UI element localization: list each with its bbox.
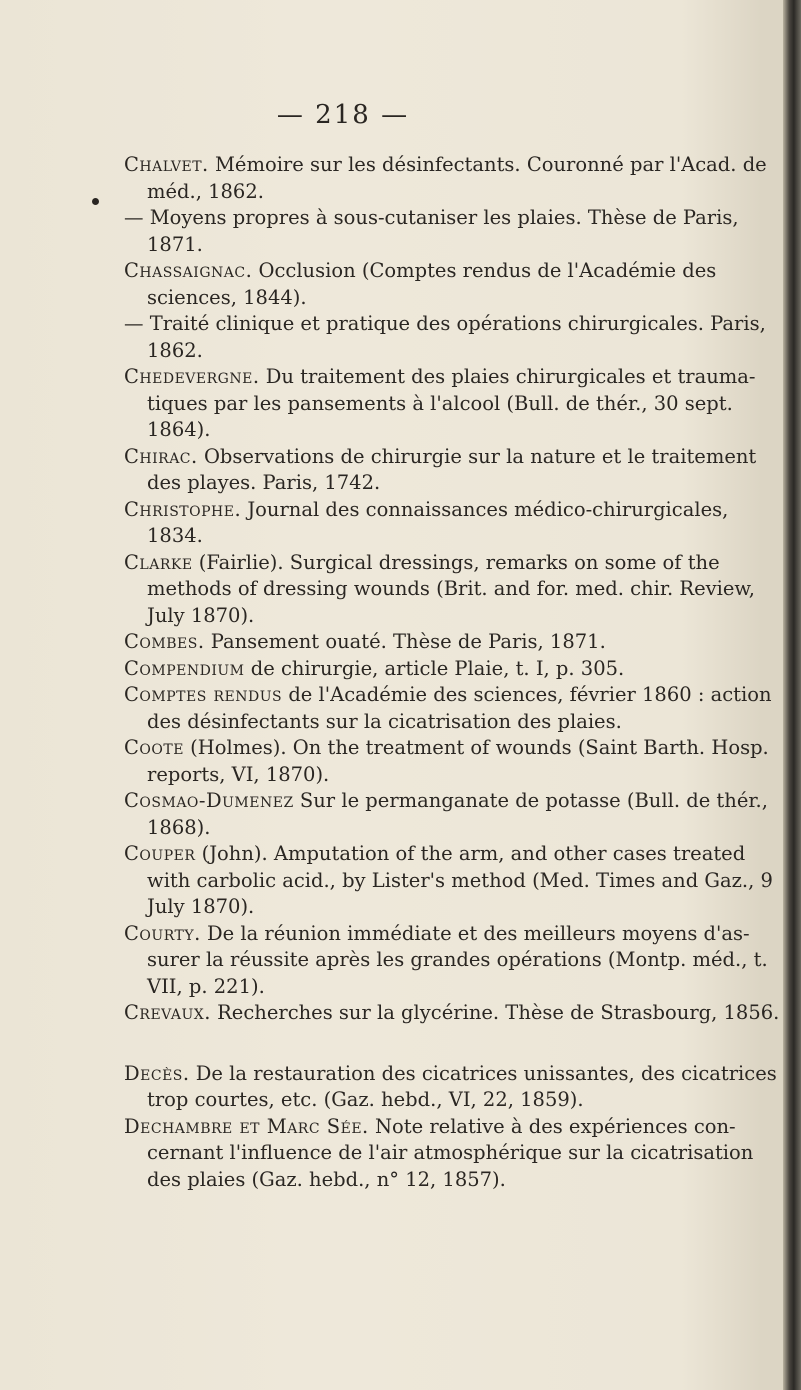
bibliography-entry xyxy=(124,311,782,364)
bibliography-entry xyxy=(124,921,782,1001)
page-edge-shadow xyxy=(783,0,801,1390)
bibliography-list xyxy=(124,152,782,1193)
entry-author: Chedevergne. xyxy=(124,365,260,388)
bibliography-entry xyxy=(124,1061,782,1114)
bibliography-entry xyxy=(124,841,782,921)
bibliography-entry xyxy=(124,788,782,841)
entry-text: Du traitement des plaies chirurgicales et trauma- tiques par les pansements à l'alcool (Bull. de thér., 30 sept. 1864). xyxy=(147,365,756,441)
entry-text: Occlusion (Comptes rendus de l'Académie des sciences, 1844). xyxy=(147,259,717,309)
entry-author: Compendium xyxy=(124,656,245,680)
bibliography-entry xyxy=(124,364,782,444)
bibliography-entry xyxy=(124,1000,782,1027)
entry-author: Dechambre et Marc Sée. xyxy=(124,1114,369,1138)
bibliography-entry xyxy=(124,629,782,656)
entry-author: Comptes rendus xyxy=(124,683,283,706)
bibliography-entry xyxy=(124,152,782,205)
bibliography-entry xyxy=(124,1114,782,1194)
entry-text: (John). Amputation of the arm, and other cases treated with carbolic acid., by Lister's method (Med. Times and Gaz., 9 July 1870). xyxy=(147,842,773,918)
entry-author: Crevaux. xyxy=(124,1001,211,1024)
entry-text: Note relative à des expériences con- cernant l'influence de l'air atmosphérique sur la cicatrisation des plaies (Gaz. hebd., n° 12, 1857). xyxy=(147,1114,754,1191)
entry-text: (Holmes). On the treatment of wounds (Saint Barth. Hosp. reports, VI, 1870). xyxy=(147,736,769,786)
entry-author: Courty. xyxy=(124,921,201,945)
entry-author: Combes. xyxy=(124,630,205,653)
entry-text: Pansement ouaté. Thèse de Paris, 1871. xyxy=(210,630,606,653)
entry-text: de chirurgie, article Plaie, t. I, p. 305. xyxy=(250,656,625,680)
entry-author: Chalvet. xyxy=(124,153,209,176)
entry-text: Mémoire sur les désinfectants. Couronné par l'Acad. de méd., 1862. xyxy=(147,153,767,203)
bibliography-entry xyxy=(124,497,782,550)
entry-text: De la restauration des cicatrices unissantes, des cicatrices trop courtes, etc. (Gaz. hebd., VI, 22, 1859). xyxy=(147,1061,777,1111)
entry-text: Sur le permanganate de potasse (Bull. de thér., 1868). xyxy=(147,789,768,839)
entry-author: Cosmao-Dumenez xyxy=(124,789,294,812)
entry-text: — Moyens propres à sous-cutaniser les plaies. Thèse de Paris, 1871. xyxy=(124,206,739,256)
entry-text: De la réunion immédiate et des meilleurs moyens d'as- surer la réussite après les grandes opérations (Montp. méd., t. VII, p. 221). xyxy=(147,921,768,998)
bibliography-entry xyxy=(124,258,782,311)
entry-text: Recherches sur la glycérine. Thèse de Strasbourg, 1856. xyxy=(217,1001,780,1024)
entry-text: Journal des connaissances médico-chirurgicales, 1834. xyxy=(147,497,729,547)
section-gap xyxy=(124,1027,782,1061)
entry-text: (Fairlie). Surgical dressings, remarks on some of the methods of dressing wounds (Brit. and for. med. chir. Review, July 1870). xyxy=(147,550,756,627)
entry-author: Couper xyxy=(124,842,196,865)
entry-author: Chassaignac. xyxy=(124,259,253,282)
entry-author: Chirac. xyxy=(124,444,198,468)
entry-author: Clarke xyxy=(124,550,193,574)
bibliography-entry xyxy=(124,205,782,258)
page-number: — 218 — xyxy=(276,100,410,130)
entry-text: de l'Académie des sciences, février 1860 : action des désinfectants sur la cicatrisation des plaies. xyxy=(147,683,772,733)
entry-author: Coote xyxy=(124,736,184,759)
entry-text: — Traité clinique et pratique des opérations chirurgicales. Paris, 1862. xyxy=(124,312,766,362)
bibliography-entry xyxy=(124,656,782,683)
bibliography-entry xyxy=(124,444,782,497)
entry-author: Decès. xyxy=(124,1061,190,1085)
bibliography-entry xyxy=(124,550,782,630)
entry-author: Christophe. xyxy=(124,497,242,521)
ink-dot xyxy=(92,198,99,205)
bibliography-entry xyxy=(124,682,782,735)
bibliography-entry xyxy=(124,735,782,788)
entry-text: Observations de chirurgie sur la nature et le traitement des playes. Paris, 1742. xyxy=(147,444,757,494)
